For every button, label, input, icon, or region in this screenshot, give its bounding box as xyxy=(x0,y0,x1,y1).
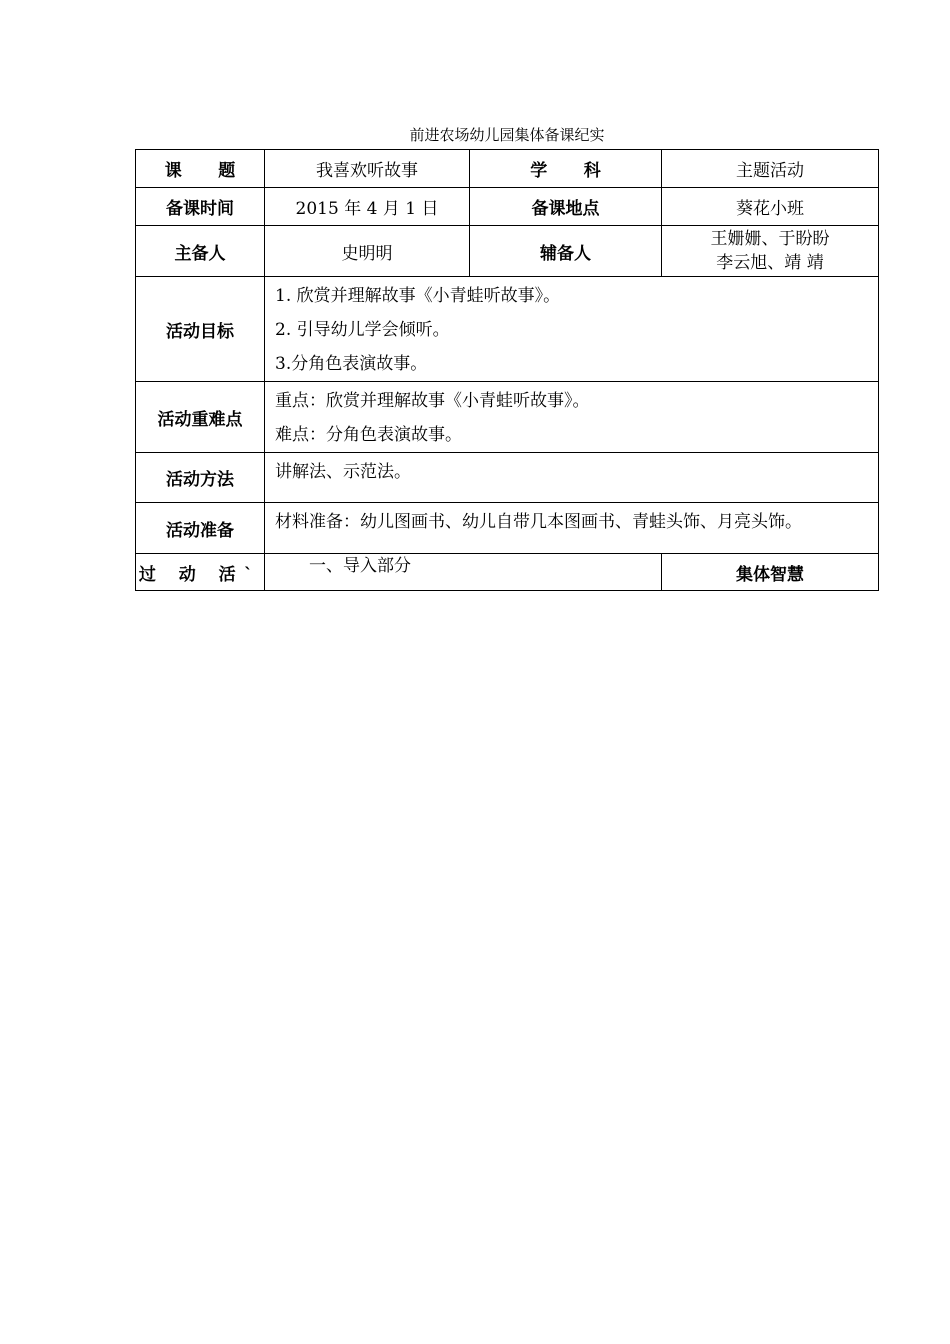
row-topic xyxy=(136,150,879,188)
lead-teacher-value: 史明明 xyxy=(265,226,470,277)
row-methods xyxy=(136,453,879,503)
time-label: 备课时间 xyxy=(136,188,265,226)
assist-teacher-line-2: 李云旭、靖 靖 xyxy=(716,253,824,273)
preparation-text: 材料准备：幼儿图画书、幼儿自带几本图画书、青蛙头饰、月亮头饰。 xyxy=(275,512,802,532)
key-points-label: 活动重难点 xyxy=(136,382,265,453)
preparation-content xyxy=(265,503,879,554)
topic-value: 我喜欢听故事 xyxy=(265,150,470,188)
process-section: 一、导入部分 xyxy=(265,554,662,591)
row-time xyxy=(136,188,879,226)
key-point-item: 重点：欣赏并理解故事《小青蛙听故事》。 xyxy=(275,391,590,411)
lesson-plan-table xyxy=(135,149,879,591)
goal-item: 3.分角色表演故事。 xyxy=(275,354,428,374)
topic-label: 课 题 xyxy=(136,150,265,188)
methods-content xyxy=(265,453,879,503)
process-label: 过 动 活` xyxy=(136,554,265,591)
assist-teacher-line-1: 王姗姗、于盼盼 xyxy=(710,229,830,249)
assist-teacher-value xyxy=(662,226,879,277)
row-goals xyxy=(136,277,879,382)
row-preparation xyxy=(136,503,879,554)
methods-text: 讲解法、示范法。 xyxy=(275,462,411,482)
goals-content xyxy=(265,277,879,382)
row-process xyxy=(136,554,879,591)
subject-label: 学 科 xyxy=(470,150,662,188)
assist-teacher-label: 辅备人 xyxy=(470,226,662,277)
methods-label: 活动方法 xyxy=(136,453,265,503)
row-key-points xyxy=(136,382,879,453)
key-point-item: 难点：分角色表演故事。 xyxy=(275,425,462,445)
key-points-content xyxy=(265,382,879,453)
preparation-label: 活动准备 xyxy=(136,503,265,554)
lead-teacher-label: 主备人 xyxy=(136,226,265,277)
goal-item: 1. 欣赏并理解故事《小青蛙听故事》。 xyxy=(275,286,561,306)
place-value: 葵花小班 xyxy=(662,188,879,226)
goals-label: 活动目标 xyxy=(136,277,265,382)
subject-value: 主题活动 xyxy=(662,150,879,188)
time-value: 2015 年 4 月 1 日 xyxy=(265,188,470,226)
place-label: 备课地点 xyxy=(470,188,662,226)
goal-item: 2. 引导幼儿学会倾听。 xyxy=(275,320,450,340)
page-title: 前进农场幼儿园集体备课纪实 xyxy=(409,126,605,144)
collective-wisdom-label: 集体智慧 xyxy=(662,554,879,591)
row-staff xyxy=(136,226,879,277)
